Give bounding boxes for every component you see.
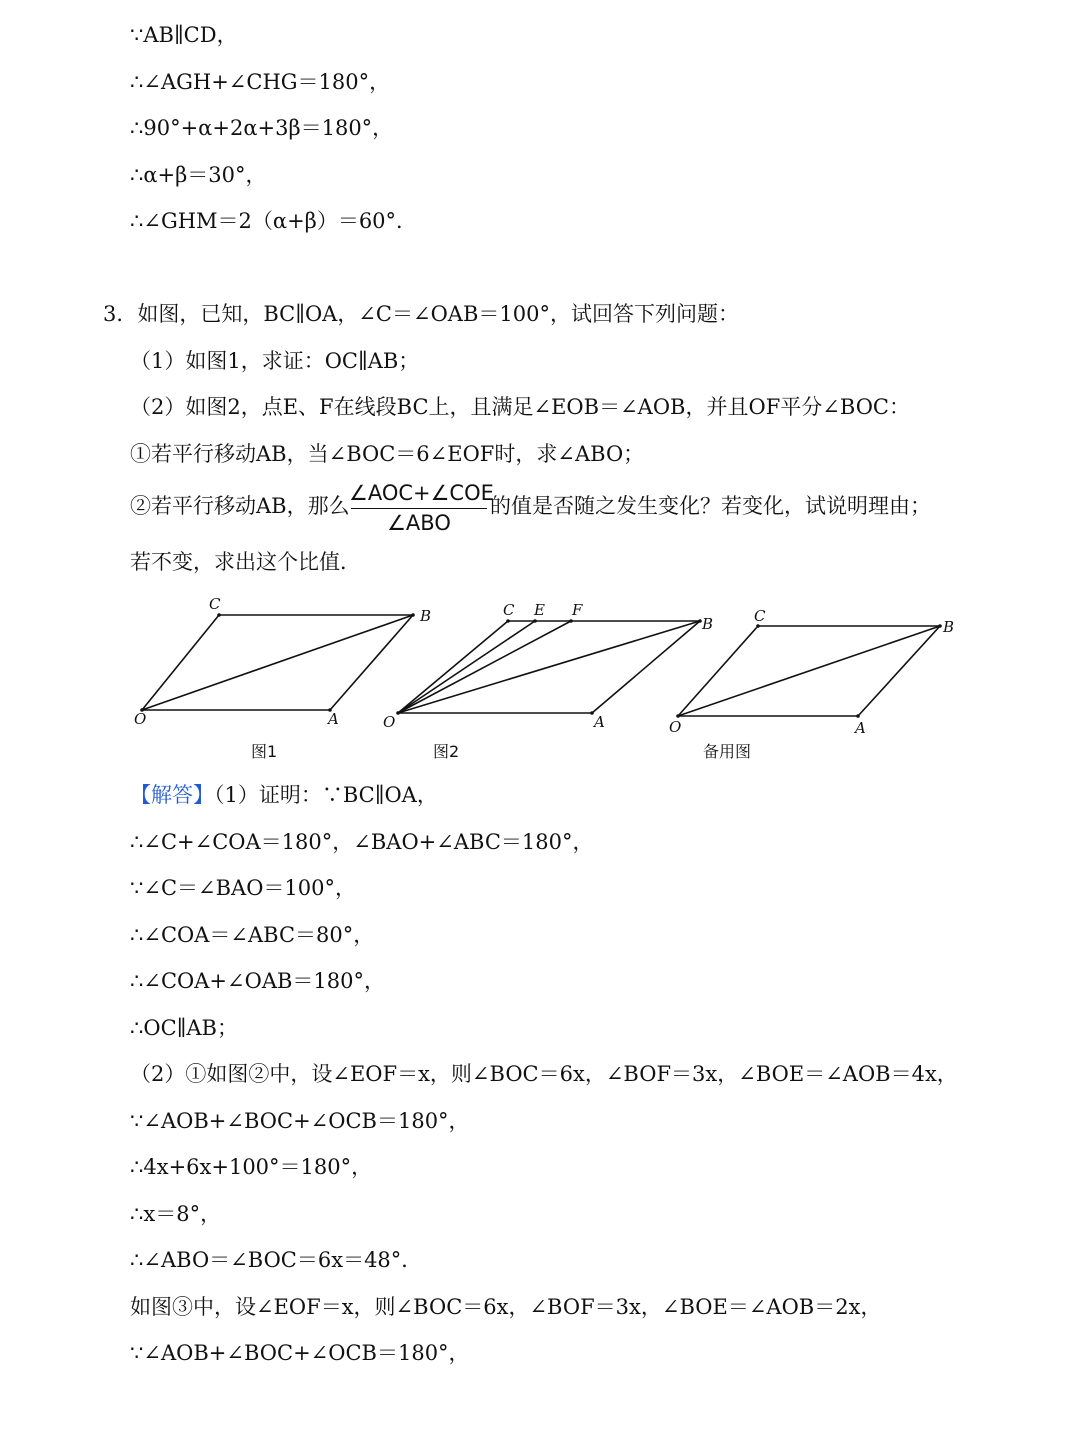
problem-stem: 3．如图，已知，BC∥OA，∠C＝∠OAB＝100°，试回答下列问题： xyxy=(103,302,739,326)
fig1-point xyxy=(411,613,415,617)
answer-first-line xyxy=(130,781,438,809)
fig2-label-B: B xyxy=(702,615,714,633)
fig1-label-C: C xyxy=(209,595,221,613)
fig3-point xyxy=(856,714,860,718)
answer-line: ∵∠AOB+∠BOC+∠OCB＝180°， xyxy=(130,1341,470,1365)
fig2-segment-OB xyxy=(398,621,700,713)
fig3-label-C: C xyxy=(754,607,766,625)
answer-line: ∴∠C+∠COA＝180°，∠BAO+∠ABC＝180°， xyxy=(130,830,594,854)
fig2-segment-OC xyxy=(398,621,508,713)
fig2-point xyxy=(533,619,537,623)
fig1-label-A: A xyxy=(328,710,339,728)
answer-line: 如图③中，设∠EOF＝x，则∠BOC＝6x，∠BOF＝3x，∠BOE＝∠AOB＝2x， xyxy=(130,1295,882,1319)
answer-line: ∴∠COA＝∠ABC＝80°， xyxy=(130,923,375,947)
fig2-point xyxy=(569,619,573,623)
answer-tag: 【解答】 xyxy=(130,783,214,807)
answer-first-text: （1）证明：∵BC∥OA， xyxy=(214,783,438,807)
fig3-caption: 备用图 xyxy=(703,742,752,761)
problem-part1: （1）如图1，求证：OC∥AB； xyxy=(130,349,420,373)
fig2-point xyxy=(506,619,510,623)
fig3-label-B: B xyxy=(943,618,955,636)
text-line: ∴∠GHM＝2（α+β）＝60°． xyxy=(130,209,418,233)
fig2-label-O: O xyxy=(383,713,396,731)
answer-line: ∵∠C＝∠BAO＝100°， xyxy=(130,876,357,900)
fig2-label-F: F xyxy=(572,601,583,619)
problem-sub2-cont: 若不变，求出这个比值． xyxy=(130,550,361,574)
answer-line: ∴∠ABO＝∠BOC＝6x＝48°． xyxy=(130,1248,423,1272)
fig1-label-O: O xyxy=(134,710,147,728)
answer-line: ∴∠COA+∠OAB＝180°， xyxy=(130,969,385,993)
answer-line: ∴x＝8°， xyxy=(130,1202,222,1226)
fig2-label-A: A xyxy=(594,713,605,731)
fig1-caption: 图1 xyxy=(251,742,278,761)
text-line: ∴90°+α+2α+3β＝180°， xyxy=(130,116,394,140)
answer-line: （2）①如图②中，设∠EOF＝x，则∠BOC＝6x，∠BOF＝3x，∠BOE＝∠AOB＝4x， xyxy=(130,1062,958,1086)
fig3-point xyxy=(938,624,942,628)
problem-sub2-before: ②若平行移动AB，那么 xyxy=(130,494,350,518)
answer-line: ∴OC∥AB； xyxy=(130,1016,238,1040)
fig3-label-A: A xyxy=(855,719,866,737)
text-line: ∵AB∥CD， xyxy=(130,23,238,47)
text-line: ∴∠AGH+∠CHG＝180°， xyxy=(130,70,391,94)
fraction-denominator: ∠ABO xyxy=(387,511,451,535)
fig2-label-E: E xyxy=(534,601,545,619)
answer-line: ∵∠AOB+∠BOC+∠OCB＝180°， xyxy=(130,1109,470,1133)
fig2-segment-AB xyxy=(592,621,700,713)
fig2-segment-OF xyxy=(398,621,571,713)
fraction-numerator: ∠AOC+∠COE xyxy=(349,481,494,505)
fig1-point xyxy=(217,613,221,617)
fig2-label-C: C xyxy=(503,601,515,619)
problem-part2: （2）如图2，点E、F在线段BC上，且满足∠EOB＝∠AOB，并且OF平分∠BOC： xyxy=(130,395,910,419)
fig1-label-B: B xyxy=(420,607,432,625)
text-line: ∴α+β＝30°， xyxy=(130,163,267,187)
fig2-segment-OE xyxy=(398,621,535,713)
problem-sub1: ①若平行移动AB，当∠BOC＝6∠EOF时，求∠ABO； xyxy=(130,442,645,466)
fig2-caption: 图2 xyxy=(433,742,460,761)
fig2-point xyxy=(396,711,400,715)
fig3-label-O: O xyxy=(669,718,682,736)
answer-line: ∴4x+6x+100°＝180°， xyxy=(130,1155,373,1179)
problem-sub2-after: 的值是否随之发生变化？若变化，试说明理由； xyxy=(490,494,931,518)
